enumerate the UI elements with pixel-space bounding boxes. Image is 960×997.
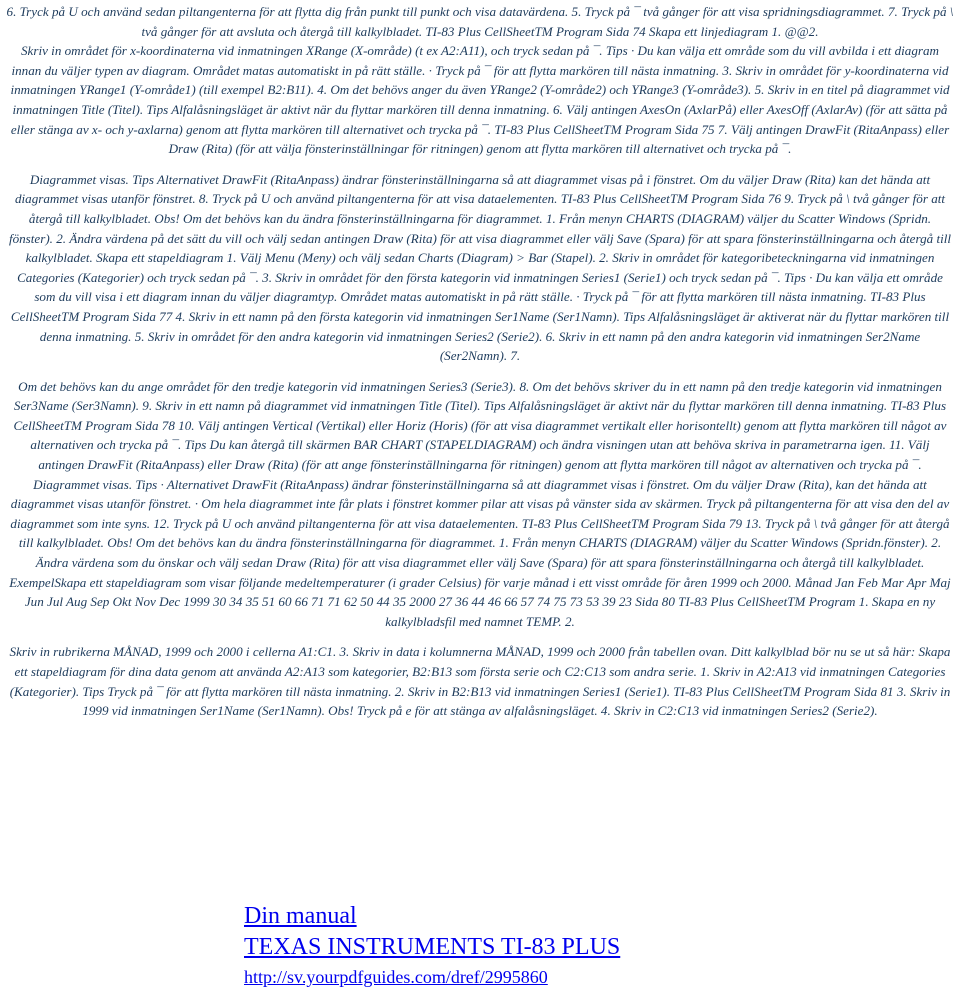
paragraph-3-text: Diagrammet visas. Tips Alternativet DrawFit (RitaAnpass) ändrar fönsterinställningarna så att diagrammet visas på i fönstret. Om du väljer Draw (Rita) kan det hända att diagrammet visas utanför fönstret. 8. Tryck på U och använd piltangenterna för att visa dataelementen. TI-83 Plus CellSheetTM Program Sida 76 9. Tryck på \ två gånger för att återgå till kalkylbladet. Obs! Om det behövs kan du ändra fönsterinställningarna för diagrammet. 1. Från menyn CHARTS (DIAGRAM) väljer du Scatter Windows (Spridn. fönster). 2. Ändra värdena på det sätt du vill och välj sedan antingen Draw (Rita) för att visa diagrammet eller välj Save (Spara) för att spara fönsterinställningarna och återgå till kalkylbladet. Skapa ett stapeldiagram 1. Välj Menu (Meny) och välj sedan Charts (Diagram) > Bar (Stapel). 2. Skriv in området för kategoribeteckningarna vid inmatningen Categories (Kategorier) och tryck sedan på ¯. 3. Skriv in området för den första kategorin vid inmatningen Series1 (Serie1) och tryck sedan på ¯. Tips · Du kan välja ett område som du vill visa i ett diagram innan du väljer diagramtyp. Området matas automatiskt in på rätt ställe. · Tryck på ¯ för att flytta markören till nästa inmatning. TI-83 Plus CellSheetTM Program Sida 77 4. Skriv in ett namn på den första kategorin vid inmatningen Ser1Name (Ser1Namn). Tips Alfalåsningsläget är aktiverat när du flyttar markören till denna inmatning. 5. Skriv in området för den andra kategorin vid inmatningen Series2 (Serie2). 6. Skriv in ett namn på den andra kategorin vid inmatningen Ser2Name (Ser2Namn). 7. [8, 171, 952, 364]
product-link[interactable]: TEXAS INSTRUMENTS TI-83 PLUS [244, 934, 621, 960]
paragraph-4 [6, 377, 954, 632]
footer-links [244, 901, 620, 990]
paragraph-5-text: Skriv in rubrikerna MÅNAD, 1999 och 2000 i cellerna A1:C1. 3. Skriv in data i kolumnerna MÅNAD, 1999 och 2000 från tabellen ovan. Ditt kalkylblad bör nu se ut så här: Skapa ett stapeldiagram för dina data genom att använda A2:A13 som kategorier, B2:B13 som första serie och C2:C13 som andra serie. 1. Skriv in A2:A13 vid inmatningen Categories (Kategorier). Tips Tryck på ¯ för att flytta markören till nästa inmatning. 2. Skriv in B2:B13 vid inmatningen Series1 (Serie1). TI-83 Plus CellSheetTM Program Sida 81 3. Skriv in 1999 vid inmatningen Ser1Name (Ser1Namn). Obs! Tryck på e för att stänga av alfalåsningsläget. 4. Skriv in C2:C13 vid inmatningen Series2 (Serie2). [9, 644, 951, 719]
paragraph-3 [6, 170, 954, 366]
paragraph-1 [6, 2, 954, 41]
manual-link[interactable]: Din manual [244, 903, 357, 929]
paragraph-gap [6, 366, 954, 377]
paragraph-4-text: Om det behövs kan du ange området för den tredje kategorin vid inmatningen Series3 (Serie3). 8. Om det behövs skriver du in ett namn på den tredje kategorin vid inmatningen Ser3Name (Ser3Namn). 9. Skriv in ett namn på diagrammet vid inmatningen Title (Titel). Tips Alfalåsningsläget är aktivt när du flyttar markören till denna inmatning. TI-83 Plus CellSheetTM Program Sida 78 10. Välj antingen Vertical (Vertikal) eller Horiz (Horis) (för att visa diagrammet vertikalt eller horisontellt) genom att flytta markören till något av alternativen och trycka på ¯. Tips Du kan återgå till skärmen BAR CHART (STAPELDIAGRAM) och ändra visningen utan att behöva skriva in parametrarna igen. 11. Välj antingen DrawFit (RitaAnpass) eller Draw (Rita) (för att ange fönsterinställningarna för ritningen) genom att flytta markören till något av alternativen och trycka på ¯. Diagrammet visas. Tips · Alternativet DrawFit (RitaAnpass) ändrar fönsterinställningarna så att diagrammet visas i fönstret. Om du väljer Draw (Rita), kan det hända att diagrammet visas utanför fönstret. · Om hela diagrammet inte får plats i fönstret kommer pilar att visas på vänster sida av skärmen. Tryck på piltangenterna för att visa den del av diagrammet som inte syns. 12. Tryck på U och använd piltangenterna för att visa dataelementen. TI-83 Plus CellSheetTM Program Sida 79 13. Tryck på \ två gånger för att återgå till kalkylbladet. Obs! Om det behövs kan du ändra fönsterinställningarna för diagrammet. 1. Från menyn CHARTS (DIAGRAM) väljer du Scatter Windows (Spridn.fönster). 2. Ändra värdena som du önskar och välj sedan Draw (Rita) för att visa diagrammet eller välj Save (Spara) för att spara fönsterinställningarna och återgå till kalkylbladet. ExempelSkapa ett stapeldiagram som visar följande medeltemperaturer (i grader Celsius) för varje månad i ett visst område för åren 1999 och 2000. Månad Jan Feb Mar Apr Maj Jun Jul Aug Sep Okt Nov Dec 1999 30 34 35 51 60 66 71 71 62 50 44 35 2000 27 36 44 46 66 57 74 75 73 53 39 23 Sida 80 TI-83 Plus CellSheetTM Program 1. Skapa en ny kalkylbladsfil med namnet TEMP. 2. [9, 378, 951, 629]
paragraph-gap [6, 159, 954, 170]
url-link[interactable]: http://sv.yourpdfguides.com/dref/2995860 [244, 967, 548, 987]
paragraph-2 [6, 41, 954, 159]
paragraph-2-text-a: Skriv in området för x-koordinaterna vid inmatningen XRange (X-område) (t ex A2:A11), och tryck sedan på ¯. Tips · Du kan välja ett område som du vill avbilda i ett diagram innan du väljer typen av diagram. Området matas automatiskt in på rätt ställe. · Tryck på ¯ för att flytta markören till nästa inmatning. 3. [11, 43, 939, 78]
paragraph-5 [6, 642, 954, 720]
paragraph-gap [6, 631, 954, 642]
paragraph-2-text-b: Skriv in området för y-koordinaterna vid inmatningen YRange1 (Y-område1) (till exempel B2:B11). 4. Om det behövs anger du även YRange2 (Y-område2) och YRange3 (Y-område3). 5. Skriv in en titel på diagrammet vid inmatningen Title (Titel). Tips Alfalåsningsläget är aktivt när du flyttar markören till denna inmatning. 6. Välj antingen AxesOn (AxlarPå) eller AxesOff (AxlarAv) (för att sätta på eller stänga av x- och y-axlarna) genom att flytta markören till alternativet och trycka på ¯. TI-83 Plus CellSheetTM Program Sida 75 7. Välj antingen DrawFit (RitaAnpass) eller Draw (Rita) (för att välja fönsterinställningar för ritningen) genom att flytta markören till alternativet och trycka på ¯. [10, 62, 950, 157]
paragraph-1-text: 6. Tryck på U och använd sedan piltangenterna för att flytta dig från punkt till punkt och visa datavärdena. 5. Tryck på ¯ två gånger för att visa spridningsdiagrammet. 7. Tryck på \ två gånger för att avsluta och återgå till kalkylbladet. TI-83 Plus CellSheetTM Program Sida 74 Skapa ett linjediagram 1. @@2. [6, 4, 954, 39]
